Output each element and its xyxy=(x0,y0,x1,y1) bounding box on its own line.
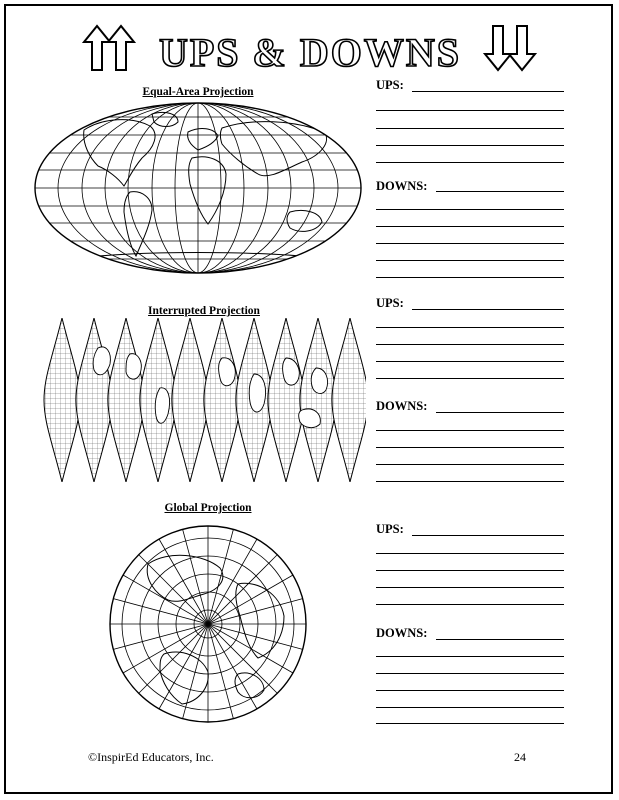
equal-area-map xyxy=(32,100,364,276)
double-up-arrow-icon xyxy=(84,26,134,70)
answer-line[interactable] xyxy=(376,604,564,605)
answer-line[interactable] xyxy=(376,110,564,111)
equal-area-caption: Equal-Area Projection xyxy=(142,86,254,98)
answer-line[interactable] xyxy=(376,430,564,431)
answer-line[interactable] xyxy=(436,639,564,640)
section-2-lines xyxy=(376,296,564,486)
answer-line[interactable] xyxy=(376,464,564,465)
answer-line[interactable] xyxy=(376,553,564,554)
downs-label: DOWNS: xyxy=(376,179,428,193)
global-caption: Global Projection xyxy=(164,502,252,514)
answer-line[interactable] xyxy=(376,209,564,210)
answer-line[interactable] xyxy=(376,707,564,708)
answer-line[interactable] xyxy=(376,361,564,362)
answer-line[interactable] xyxy=(412,309,564,310)
answer-line[interactable] xyxy=(412,91,564,92)
answer-line[interactable] xyxy=(376,481,564,482)
answer-line[interactable] xyxy=(376,128,564,129)
ups-label: UPS: xyxy=(376,522,404,536)
answer-line[interactable] xyxy=(376,277,564,278)
answer-line[interactable] xyxy=(376,587,564,588)
answer-line[interactable] xyxy=(376,690,564,691)
answer-line[interactable] xyxy=(436,412,564,413)
answer-line[interactable] xyxy=(376,226,564,227)
answer-line[interactable] xyxy=(376,447,564,448)
answer-line[interactable] xyxy=(376,344,564,345)
page-title-banner xyxy=(0,16,619,74)
global-map xyxy=(108,524,308,724)
ups-label: UPS: xyxy=(376,78,404,92)
answer-line[interactable] xyxy=(376,673,564,674)
downs-label: DOWNS: xyxy=(376,626,428,640)
double-down-arrow-icon xyxy=(485,26,535,70)
page-title: UPS & DOWNS xyxy=(158,30,462,74)
answer-line[interactable] xyxy=(376,656,564,657)
answer-line[interactable] xyxy=(376,327,564,328)
answer-line[interactable] xyxy=(412,535,564,536)
ups-label: UPS: xyxy=(376,296,404,310)
answer-line[interactable] xyxy=(376,243,564,244)
answer-line[interactable] xyxy=(376,378,564,379)
interrupted-caption: Interrupted Projection xyxy=(148,305,260,317)
answer-line[interactable] xyxy=(376,570,564,571)
interrupted-map xyxy=(40,318,366,482)
answer-line[interactable] xyxy=(376,162,564,163)
downs-label: DOWNS: xyxy=(376,399,428,413)
answer-line[interactable] xyxy=(376,723,564,724)
section-3-lines xyxy=(376,522,564,724)
page-number: 24 xyxy=(514,750,526,764)
answer-line[interactable] xyxy=(436,191,564,192)
section-1-lines xyxy=(376,78,564,280)
copyright-text: ©InspirEd Educators, Inc. xyxy=(88,750,214,764)
answer-line[interactable] xyxy=(376,145,564,146)
answer-line[interactable] xyxy=(376,260,564,261)
